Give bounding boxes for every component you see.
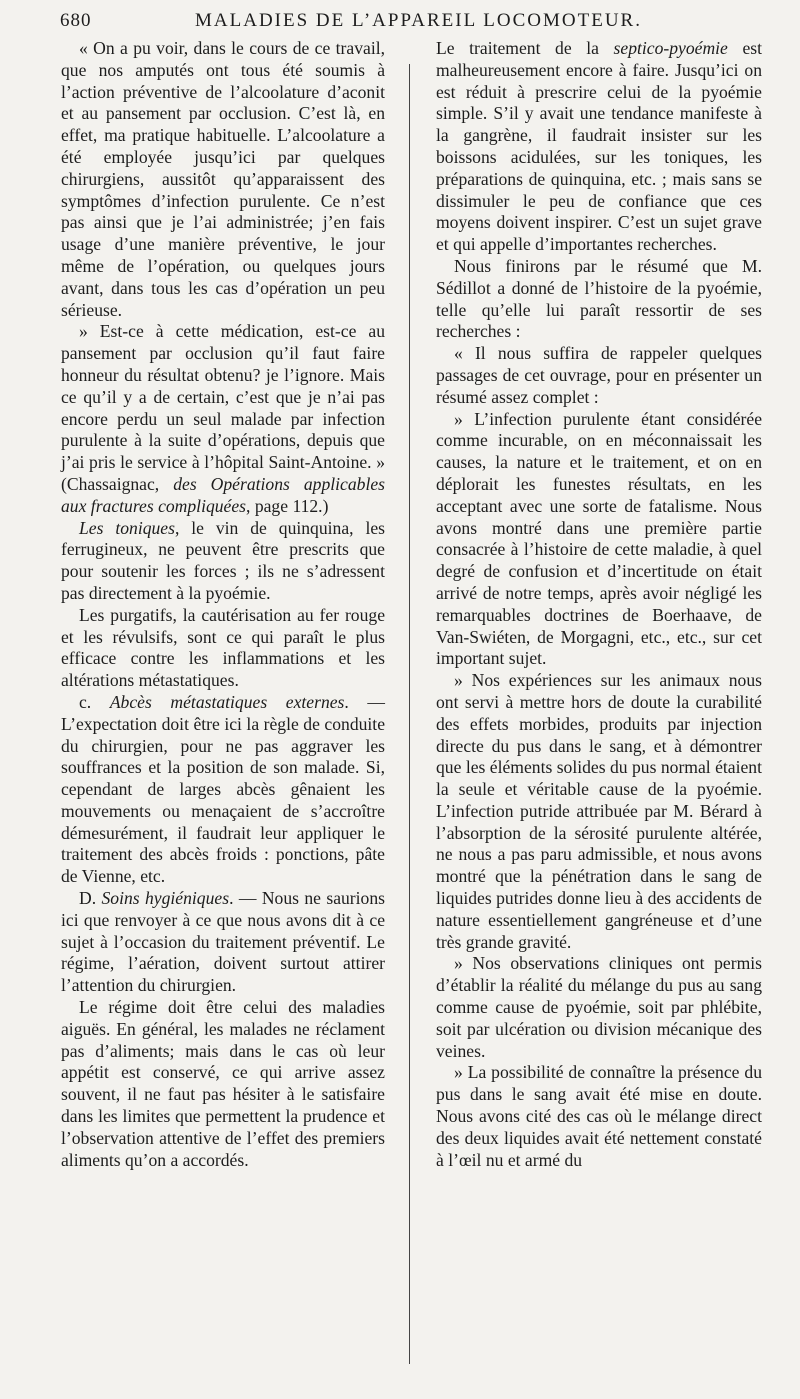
paragraph-abces: c. Abcès métastatiques externes. — L’expectation doit être ici la règle de conduite du chirurgien, pour ne pas aggraver les souffrances et la position de son malade. Si, cependant de larges abcès gênaient les mouvements ou menaçaient de s’accroître démesurément, il faudrait leur appliquer le traitement des abcès froids : ponctions, pâte de Vienne, etc. xyxy=(61,691,385,887)
page-header xyxy=(60,6,780,34)
paragraph-regime: Le régime doit être celui des maladies aiguës. En général, les malades ne réclament pas d’aliments; mais dans le cas où leur appétit est conservé, ce qui arrive assez souvent, il ne faut pas hésiter à le satisfaire dans les limites que permettent la prudence et l’observation attentive de l’effet des premiers aliments qu’on a accordés. xyxy=(61,997,385,1170)
running-title: MALADIES DE L’APPAREIL LOCOMOTEUR. xyxy=(195,10,642,31)
left-column xyxy=(61,38,385,1171)
paragraph-experiences: » Nos expériences sur les animaux nous ont servi à mettre hors de doute la curabilité des effets morbides, produits par injection directe du pus dans le sang, et à démontrer que les éléments solides du pus normal étaient la seule et véritable cause de la pyoémie. L’infection putride attribuée par M. Bérard à l’absorption de la sérosité purulente altérée, ne nous a pas paru admissible, et nous avons montré que la pénétration dans le sang de liquides putrides donne lieu à des accidents de nature essentiellement gangréneuse et d’une très grande gravité. xyxy=(436,670,762,952)
paragraph-soins: D. Soins hygiéniques. — Nous ne saurions ici que renvoyer à ce que nous avons dit à ce sujet à l’occasion du traitement préventif. Le régime, l’aération, doivent surtout attirer l’attention du chirurgien. xyxy=(61,888,385,996)
page-number: 680 xyxy=(60,10,92,31)
paragraph-incurable: » L’infection purulente étant considérée comme incurable, on en méconnaissait les causes, la nature et le traitement, et on en déplorait les funestes résultats, en les acceptant avec une sorte de fatalisme. Nous avons montré dans une première partie consacrée à l’histoire de cette maladie, à quel degré de confusion et d’incertitude on était arrivé de notre temps, après avoir négligé les remarquables doctrines de Boerhaave, de Van-Swiéten, de Morgagni, etc., etc., sur cet important sujet. xyxy=(436,408,762,669)
paragraph-aconit: « On a pu voir, dans le cours de ce travail, que nos amputés ont tous été soumis à l’action préventive de l’alcoolature d’aconit et au pansement par occlusion. C’est là, en effet, ma pratique habituelle. L’alcoolature a été employée jusqu’ici par quelques chirurgiens, aussitôt qu’apparaissent des symptômes d’infection purulente. Ce n’est pas ainsi que je l’ai administrée; j’en fais usage d’une manière préventive, le jour même de l’opération, ou quelques jours avant, dans tous les cas d’opération un peu sérieuse. xyxy=(61,38,385,320)
paragraph-observations: » Nos observations cliniques ont permis d’établir la réalité du mélange du pus au sang comme cause de pyoémie, soit par phlébite, soit par ulcération ou division mécanique des veines. xyxy=(436,953,762,1061)
paragraph-resume: Nous finirons par le résumé que M. Sédillot a donné de l’histoire de la pyoémie, telle qu’elle lui paraît ressortir de ses recherches : xyxy=(436,255,762,342)
paragraph-purgatifs: Les purgatifs, la cautérisation au fer rouge et les révulsifs, sont ce qui paraît le plus efficace contre les inflammations et les altérations métastatiques. xyxy=(61,604,385,691)
paragraph-toniques: Les toniques, le vin de quinquina, les ferrugineux, ne peuvent être prescrits que pour soutenir les forces ; ils ne s’adressent pas directement à la pyoémie. xyxy=(61,517,385,603)
column-divider xyxy=(409,64,410,1364)
paragraph-occlusion: » Est-ce à cette médication, est-ce au pansement par occlusion qu’il faut faire honneur du résultat obtenu? je l’ignore. Mais ce qu’il y a de certain, c’est que je n’ai pas encore perdu un seul malade par infection purulente à la suite d’opérations, depuis que j’ai pris le service à l’hôpital Saint-Antoine. » (Chassaignac, des Opérations applicables aux fractures compliquées, page 112.) xyxy=(61,321,385,516)
right-column xyxy=(436,38,762,1171)
paragraph-possibilite: » La possibilité de connaître la présence du pus dans le sang avait été mise en doute. Nous avons cité des cas où le mélange direct des deux liquides avait été nettement constaté à l’œil nu et armé du xyxy=(436,1062,762,1170)
paragraph-septico: Le traitement de la septico-pyoémie est malheureusement encore à faire. Jusqu’ici on est réduit à prescrire celui de la pyoémie simple. S’il y avait une tendance manifeste à la gangrène, il faudrait insister sur les boissons acidulées, sur les toniques, les préparations de quinquina, etc. ; mais sans se dissimuler le peu de confiance que ces moyens doivent inspirer. C’est un sujet grave et qui appelle d’importantes recherches. xyxy=(436,38,762,255)
paragraph-rappeler: « Il nous suffira de rappeler quelques passages de cet ouvrage, pour en présenter un résumé assez complet : xyxy=(436,343,762,407)
